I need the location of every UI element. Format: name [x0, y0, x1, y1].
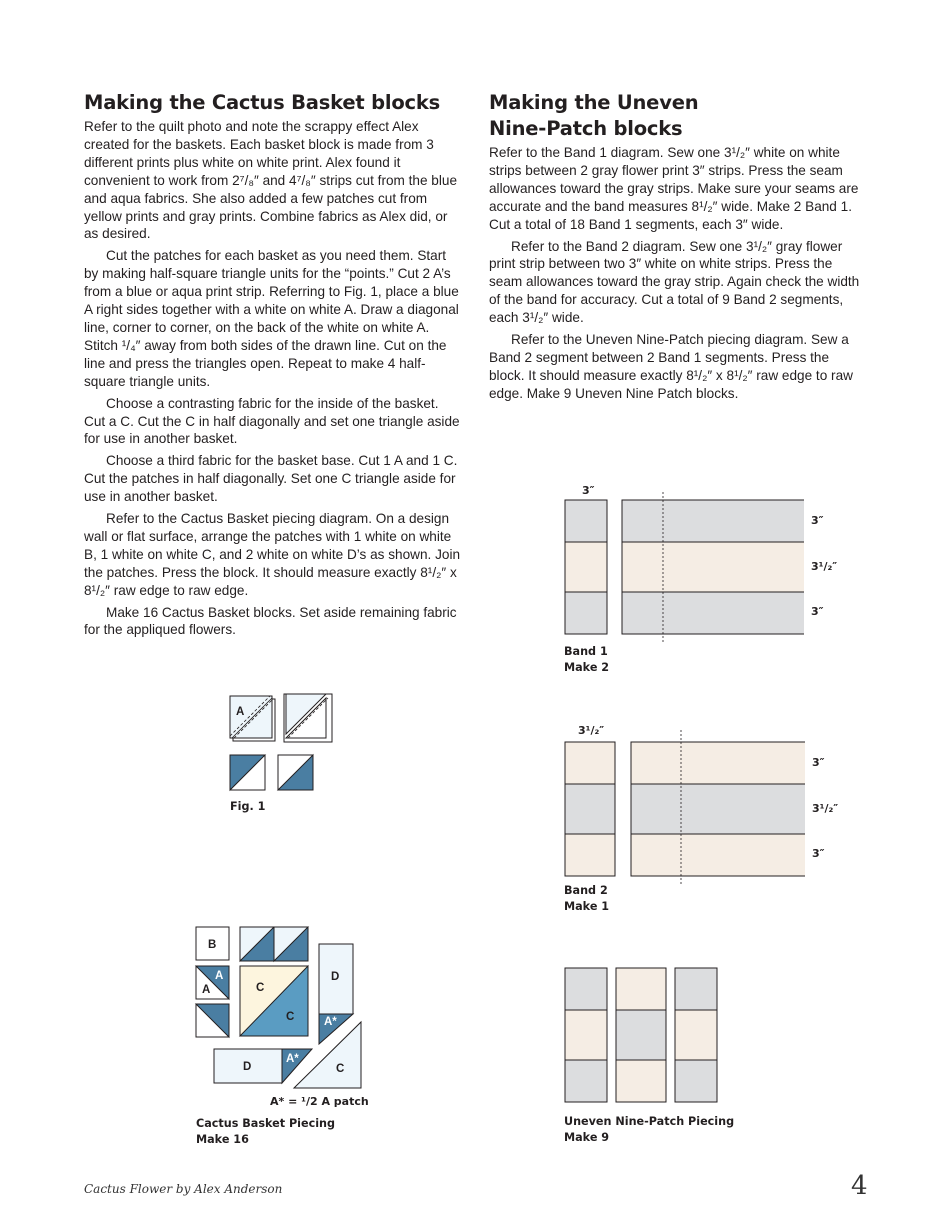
band1-caption-line2: Make 2	[564, 661, 610, 674]
band1-dim: 3″	[811, 605, 824, 618]
band2-dim: 3¹/₂″	[812, 802, 839, 815]
band2-segment-strip	[565, 784, 615, 834]
cactus-label-d: D	[331, 971, 340, 983]
cactus-basket-diagram	[190, 922, 370, 1112]
right-body	[489, 144, 867, 407]
left-paragraph: Refer to the quilt photo and note the scrappy effect Alex created for the baskets. Each basket block is made from 3 different prints plus white on white print. Alex found it convenient to work from 2⁷/₈″ and 4⁷/₈″ strips cut from the blue and aqua fabrics. She also added a few patches cut from yellow prints and gray prints. Combine fabrics as Alex did, or as desired.	[84, 119, 458, 242]
band2-caption-line2: Make 1	[564, 900, 610, 913]
band1-caption-line1: Band 1	[564, 645, 608, 658]
right-heading-line2: Nine-Patch blocks	[489, 117, 683, 140]
band1-top-dim: 3″	[582, 484, 595, 497]
band1-segment-strip	[565, 542, 607, 592]
footer-credit: Cactus Flower by Alex Anderson	[84, 1182, 283, 1196]
band2-segment-strip	[565, 742, 615, 784]
cactus-label-c: C	[286, 1011, 295, 1023]
left-paragraph: Choose a contrasting fabric for the inside of the basket. Cut a C. Cut the C in half diagonally and set one triangle aside for use in another basket.	[84, 395, 460, 447]
cactus-label-c: C	[256, 982, 265, 994]
ninepatch-patch	[675, 1010, 717, 1060]
fig1-diagram	[226, 692, 346, 792]
band1-strip	[622, 542, 805, 592]
left-heading: Making the Cactus Basket blocks	[84, 91, 441, 114]
band2-strip	[631, 742, 806, 784]
band2-dim: 3″	[812, 756, 825, 769]
band2-diagram	[560, 720, 860, 890]
cactus-label-astar: A*	[324, 1016, 337, 1028]
ninepatch-patch	[565, 1060, 607, 1102]
left-paragraph: Choose a third fabric for the basket base. Cut 1 A and 1 C. Cut the patches in half diagonally. Set one C triangle aside for use in another basket.	[84, 453, 458, 505]
fig1-caption: Fig. 1	[230, 800, 266, 813]
cactus-caption-line1: Cactus Basket Piecing	[196, 1117, 336, 1130]
ninepatch-patch	[565, 1010, 607, 1060]
band1-strip	[622, 500, 805, 542]
cactus-label-d: D	[243, 1061, 252, 1073]
cactus-label-astar: A*	[286, 1053, 299, 1065]
left-body	[84, 118, 462, 643]
left-paragraph: Make 16 Cactus Basket blocks. Set aside remaining fabric for the appliqued flowers.	[84, 604, 457, 638]
right-heading-line1: Making the Uneven	[489, 91, 699, 114]
right-paragraph: Refer to the Uneven Nine-Patch piecing diagram. Sew a Band 2 segment between 2 Band 1 segments. Press the block. It should measure exactly 8¹/₂″ x 8¹/₂″ raw edge to raw edge. Make 9 Uneven Nine Patch blocks.	[489, 332, 853, 401]
band1-dim: 3¹/₂″	[811, 560, 838, 573]
ninepatch-diagram	[560, 964, 730, 1104]
cactus-label-c: C	[336, 1063, 345, 1075]
cactus-label-a: A	[215, 970, 224, 982]
ninepatch-patch	[616, 1010, 666, 1060]
right-paragraph: Refer to the Band 2 diagram. Sew one 3¹/₂″ gray flower print strip between two 3″ white on white strips. Press the seam allowances toward the gray strip. Again check the width of the band for accuracy. Cut a total of 9 Band 2 segments, each 3¹/₂″ wide.	[489, 238, 860, 326]
ninepatch-patch	[675, 968, 717, 1010]
band2-strip	[631, 784, 806, 834]
ninepatch-patch	[616, 968, 666, 1010]
band1-segment-strip	[565, 500, 607, 542]
ninepatch-patch	[616, 1060, 666, 1102]
band1-segment-strip	[565, 592, 607, 634]
left-paragraph: Refer to the Cactus Basket piecing diagram. On a design wall or flat surface, arrange the patches with 1 white on white B, 1 white on white C, and 2 white on white D’s as shown. Join the patches. Press the block. It should measure exactly 8¹/₂″ x 8¹/₂″ raw edge to raw edge.	[84, 511, 461, 598]
ninepatch-patch	[565, 968, 607, 1010]
fig1-label-a: A	[236, 706, 245, 718]
band2-top-dim: 3¹/₂″	[578, 724, 605, 737]
band2-caption-line1: Band 2	[564, 884, 608, 897]
page-number: 4	[851, 1171, 868, 1201]
cactus-caption-line2: Make 16	[196, 1133, 249, 1146]
cactus-label-b: B	[208, 939, 217, 951]
ninepatch-patch	[675, 1060, 717, 1102]
cactus-note: A* = ¹/2 A patch	[270, 1095, 369, 1108]
left-paragraph: Cut the patches for each basket as you need them. Start by making half-square triangle units for the “points.” Cut 2 A’s from a blue or aqua print strip. Referring to Fig. 1, place a blue A right sides together with a white on white A. Draw a diagonal line, corner to corner, on the back of the white on white A. Stitch ¹/₄″ away from both sides of the drawn line. Cut on the line and press the triangles open. Repeat to make 4 half-square triangle units.	[84, 248, 459, 389]
band1-diagram	[560, 478, 860, 648]
ninepatch-caption-line1: Uneven Nine-Patch Piecing	[564, 1115, 735, 1128]
band2-segment-strip	[565, 834, 615, 876]
band1-dim: 3″	[811, 514, 824, 527]
right-paragraph: Refer to the Band 1 diagram. Sew one 3¹/₂″ white on white strips between 2 gray flower print 3″ strips. Press the seam allowances toward the gray strips. Make sure your seams are accurate and the band measures 8¹/₂″ wide. Make 2 Band 1. Cut a total of 18 Band 1 segments, each 3″ wide.	[489, 145, 859, 232]
cactus-label-a: A	[202, 984, 211, 996]
ninepatch-caption-line2: Make 9	[564, 1131, 610, 1144]
band1-strip	[622, 592, 805, 634]
band2-strip	[631, 834, 806, 876]
band2-dim: 3″	[812, 847, 825, 860]
